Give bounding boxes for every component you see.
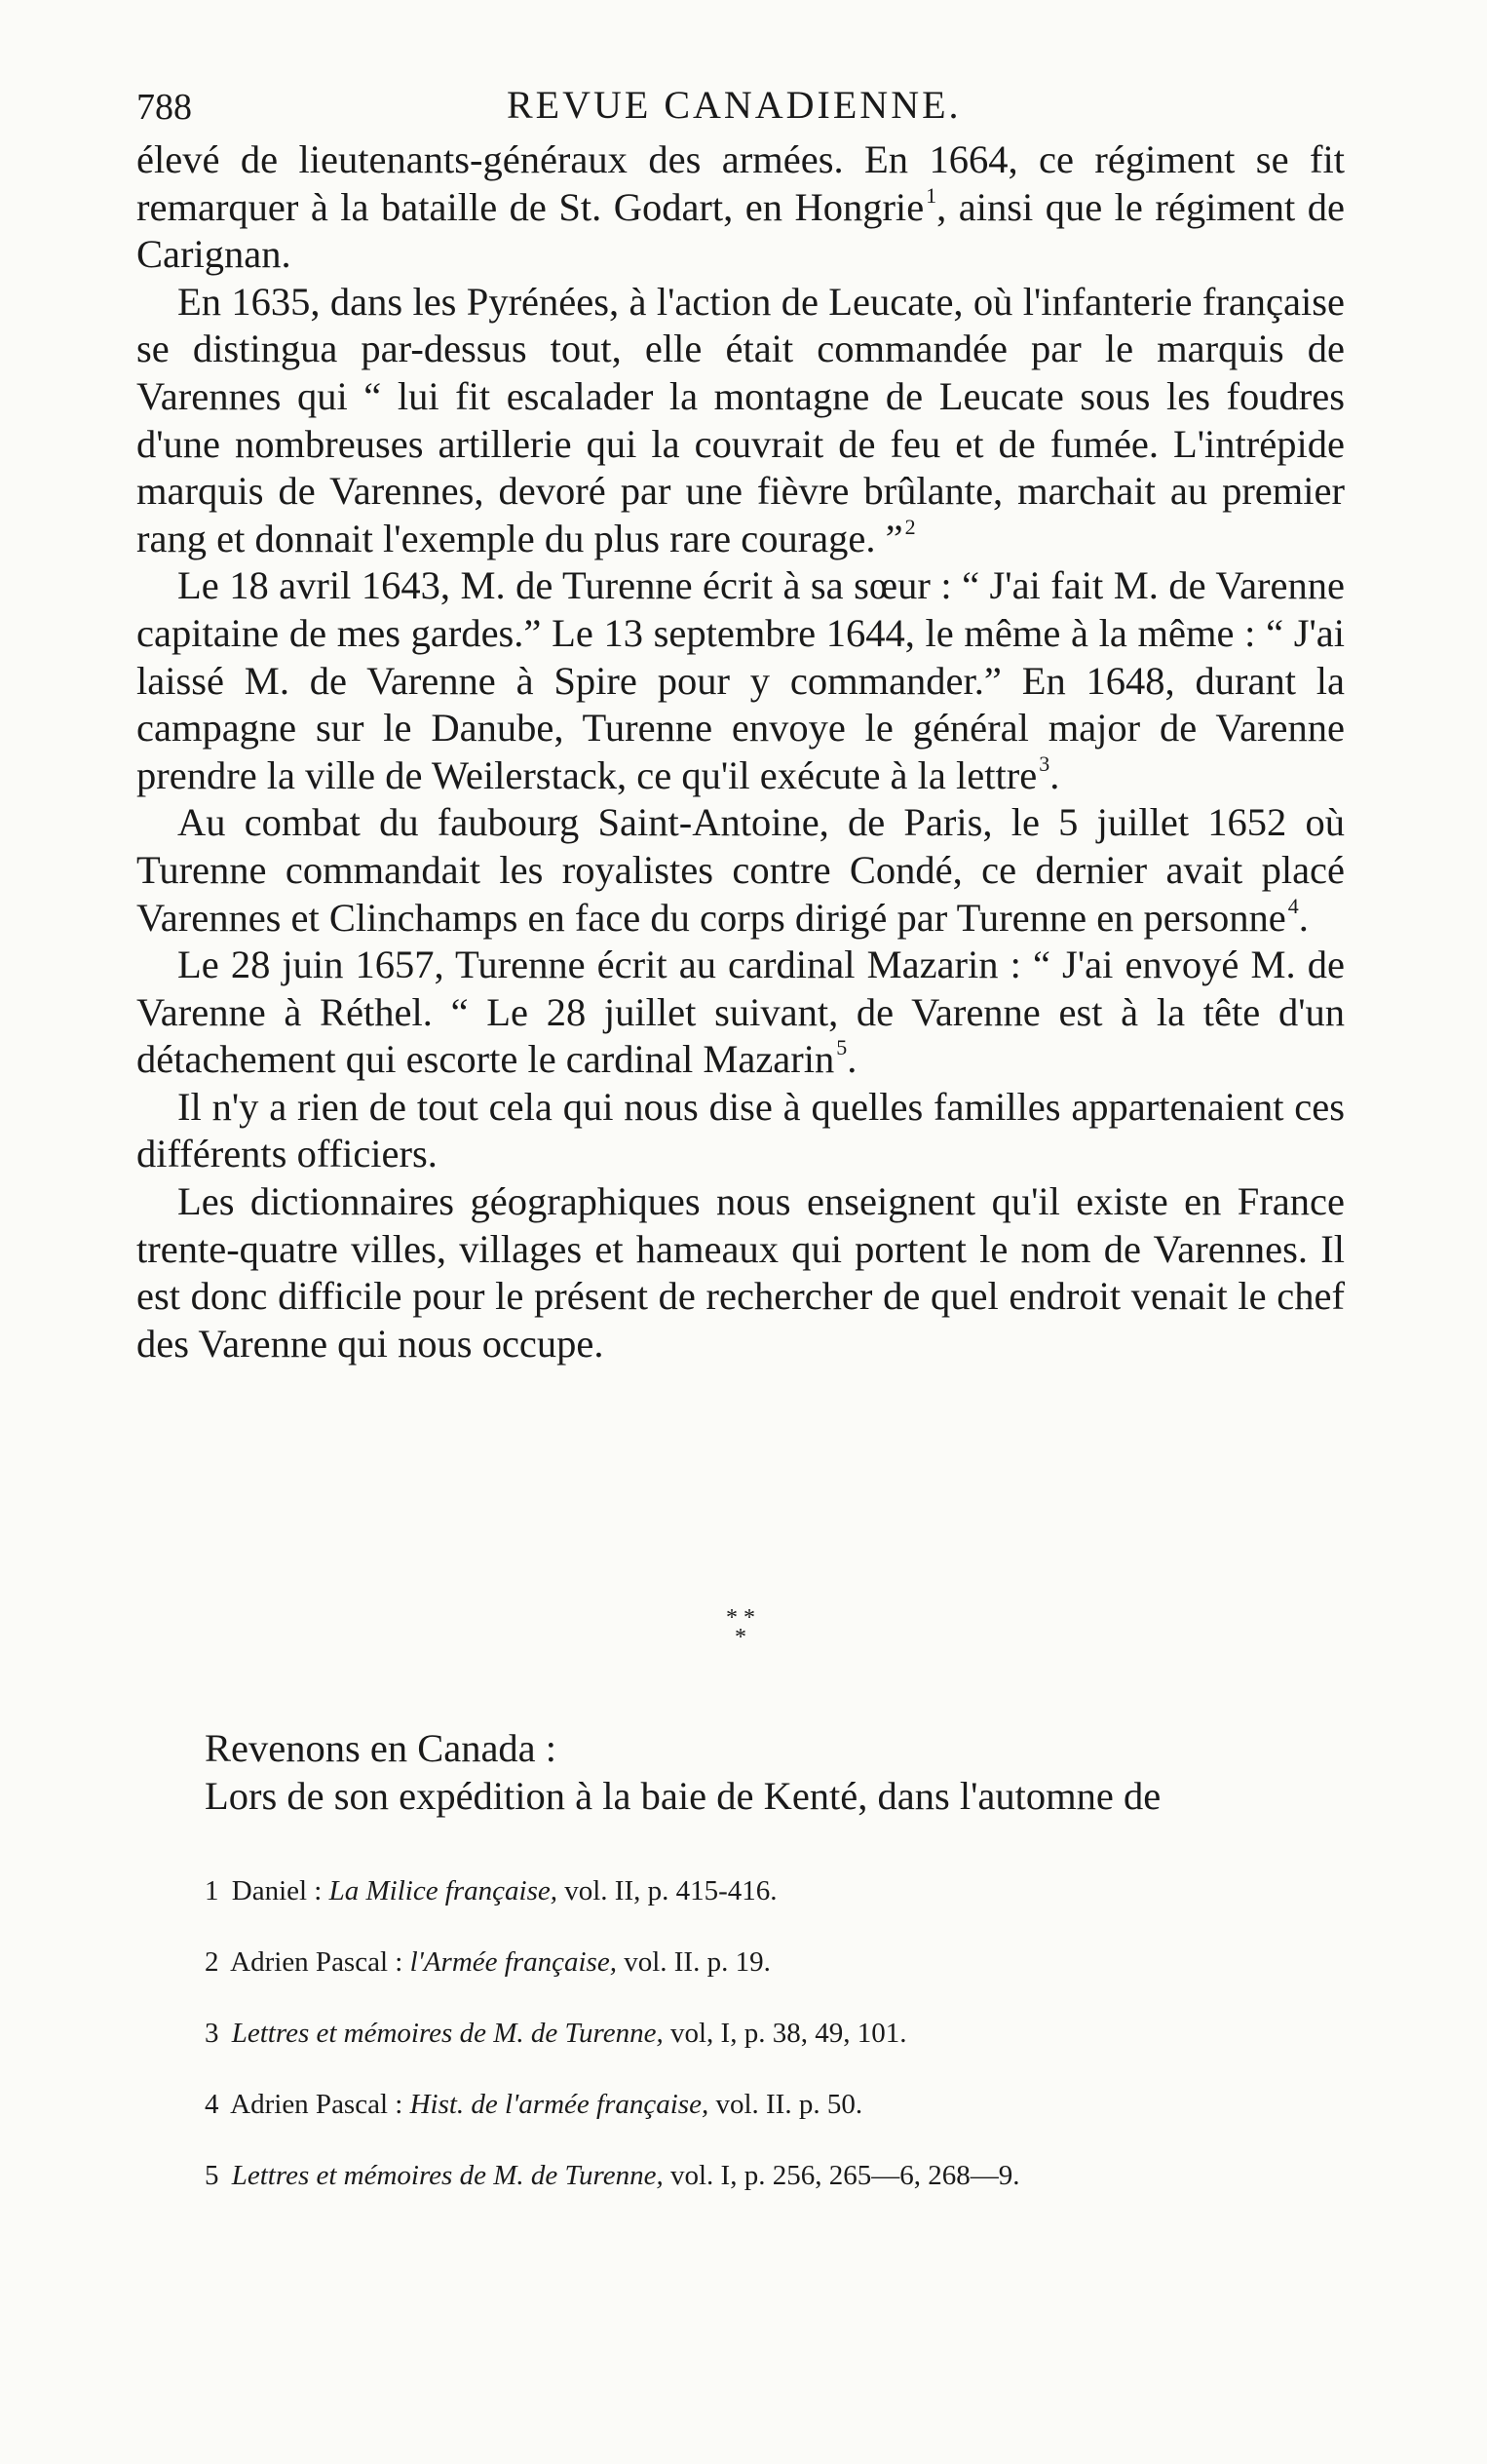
paragraph — [136, 1084, 1345, 1178]
footnote-author: Adrien Pascal : — [230, 1946, 403, 1978]
footnote-ref: 2 — [904, 514, 916, 539]
footnote-number: 1 — [205, 1875, 219, 1906]
footnote-ref-text: vol. II. p. 50. — [715, 2089, 863, 2120]
footnote — [205, 1943, 1277, 2014]
paragraph-text: En 1635, dans les Pyrénées, à l'action de Leucate, où l'infanterie française se distingua par-dessus tout, elle était commandée par le marquis de Varennes qui “ lui fit escalader la montagne de Leucate sous les foudres d'une nombreuses artillerie qui la couvrait de feu et de fumée. L'intrépide marquis de Varennes, devoré par une fièvre brûlante, marchait au premier rang et donnait l'exemple du plus rare courage. ” — [136, 279, 1345, 560]
footnote-ref: 4 — [1287, 893, 1299, 918]
footnote-number: 4 — [205, 2089, 219, 2120]
footnote-work: Lettres et mémoires de M. de Turenne, — [231, 2018, 664, 2049]
paragraph-text: Le 28 juin 1657, Turenne écrit au cardinal Mazarin : “ J'ai envoyé M. de Varenne à Réthel. “ Le 28 juillet suivant, de Varenne est à la tête d'un détachement qui escorte le cardinal Mazarin — [136, 943, 1345, 1082]
footnote-number: 5 — [205, 2160, 219, 2191]
footnote — [205, 2085, 1277, 2156]
footnote-number: 3 — [205, 2018, 219, 2049]
section-start — [205, 1725, 1345, 1820]
page-header — [136, 68, 1345, 136]
footnote-ref-text: vol. II. p. 19. — [624, 1946, 771, 1978]
paragraph — [136, 136, 1345, 279]
section-line: Revenons en Canada : — [205, 1726, 557, 1770]
footnote-work: Hist. de l'armée française, — [409, 2089, 709, 2120]
paragraph-text: Le 18 avril 1643, M. de Turenne écrit à sa sœur : “ J'ai fait M. de Varenne capitaine de mes gardes.” Le 13 septembre 1644, le même à la même : “ J'ai laissé M. de Varenne à Spire pour y commander.” En 1648, durant la campagne sur le Danube, Turenne envoye le général major de Varenne prendre la ville de Weilerstack, ce qu'il exécute à la lettre — [136, 563, 1345, 797]
paragraph — [136, 562, 1345, 799]
running-title: REVUE CANADIENNE. — [507, 83, 962, 127]
paragraph-text: Il n'y a rien de tout cela qui nous dise à quelles familles appartenaient ces différents officiers. — [136, 1084, 1345, 1176]
paragraph-text: élevé de lieutenants-généraux des armées. En 1664, ce régiment se fit remarquer à la bataille de St. Godart, en Hongrie — [136, 137, 1345, 229]
paragraph — [136, 942, 1345, 1084]
paragraph-text-tail: . — [847, 1037, 858, 1082]
footnote-ref-text: vol. II, p. 415-416. — [564, 1875, 778, 1906]
body-text — [136, 136, 1345, 1367]
footnote-work: La Milice française, — [328, 1875, 557, 1906]
footnote-ref: 3 — [1039, 751, 1050, 776]
document-page — [136, 68, 1345, 1367]
footnote — [205, 1871, 1277, 1943]
footnote-ref: 5 — [836, 1035, 848, 1060]
section-asterism — [711, 1605, 770, 1657]
footnote-work: Lettres et mémoires de M. de Turenne, — [231, 2160, 664, 2191]
paragraph-text: Les dictionnaires géographiques nous enseignent qu'il existe en France trente-quatre villes, villages et hameaux qui portent le nom de Varennes. Il est donc difficile pour le présent de rechercher de quel endroit venait le chef des Varenne qui nous occupe. — [136, 1179, 1345, 1366]
footnote-number: 2 — [205, 1946, 219, 1978]
paragraph-text-tail: . — [1298, 895, 1309, 940]
footnote — [205, 2014, 1277, 2085]
page-number: 788 — [136, 87, 192, 128]
paragraph — [136, 799, 1345, 942]
paragraph-text: Au combat du faubourg Saint-Antoine, de Paris, le 5 juillet 1652 où Turenne commandait les royalistes contre Condé, ce dernier avait placé Varennes et Clinchamps en face du corps dirigé par Turenne en personne — [136, 800, 1345, 940]
asterism-top: * * — [726, 1605, 755, 1631]
footnote-work: l'Armée française, — [409, 1946, 617, 1978]
asterism-bottom: * — [735, 1625, 746, 1650]
footnote — [205, 2156, 1277, 2227]
footnotes — [205, 1871, 1277, 2227]
footnote-ref: 1 — [926, 182, 937, 208]
paragraph-text-tail: , ainsi que le régiment de Carignan. — [136, 184, 1345, 277]
footnote-ref-text: vol. I, p. 256, 265—6, 268—9. — [669, 2160, 1020, 2191]
paragraph — [136, 279, 1345, 563]
footnote-ref-text: vol, I, p. 38, 49, 101. — [669, 2018, 907, 2049]
footnote-author: Daniel : — [231, 1875, 323, 1906]
paragraph — [136, 1178, 1345, 1367]
section-line: Lors de son expédition à la baie de Kenté, dans l'automne de — [205, 1773, 1162, 1818]
footnote-author: Adrien Pascal : — [230, 2089, 403, 2120]
paragraph-text-tail: . — [1049, 752, 1060, 797]
